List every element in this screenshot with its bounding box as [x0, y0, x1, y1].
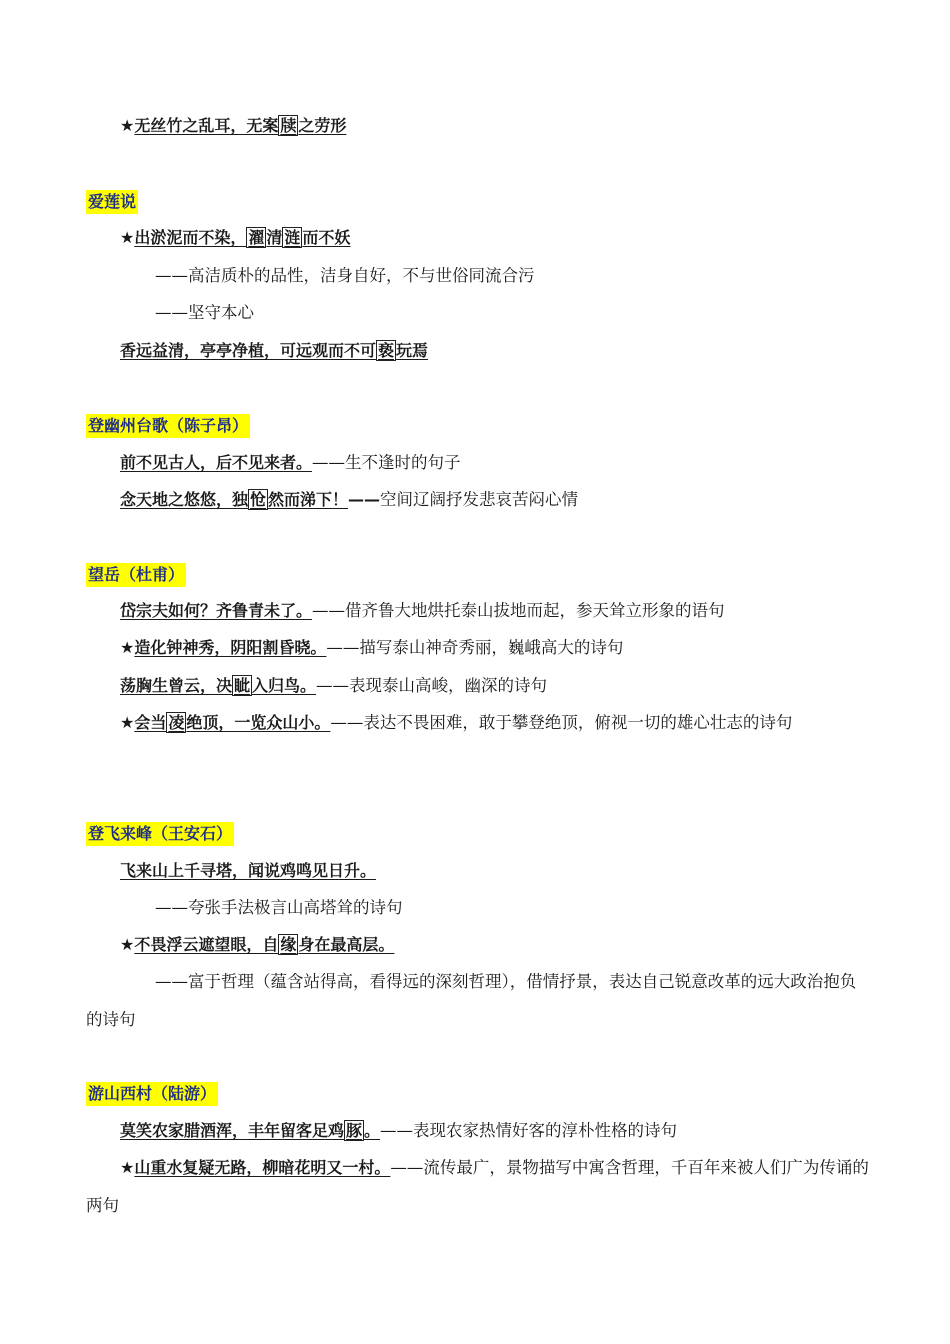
annotation: ——坚守本心: [155, 303, 254, 322]
poem-line: 香远益清，亭亭净植，可远观而不可 亵 玩焉: [120, 341, 429, 360]
poem-line: ★不畏浮云遮望眼，自 缘 身在最高层。: [120, 935, 395, 954]
section-title: 登幽州台歌（陈子昂）: [86, 414, 250, 438]
poem-line: 前不见古人，后不见来者。——生不逢时的句子: [120, 453, 461, 472]
poem-line: 飞来山上千寻塔，闻说鸡鸣见日升。: [120, 861, 377, 880]
highlighted-char: 亵: [378, 341, 395, 360]
section-title: 望岳（杜甫）: [86, 563, 186, 587]
highlighted-char: 豚: [346, 1121, 363, 1140]
highlighted-char: 缘: [280, 935, 297, 954]
section-title: 游山西村（陆游）: [86, 1082, 218, 1106]
poem-line: ★无丝竹之乱耳，无案 牍 之劳形: [120, 116, 347, 135]
poem-line: 念天地之悠悠，独 怆 然而涕下！——空间辽阔抒发悲哀苦闷心情: [120, 490, 579, 509]
poem-line: ★造化钟神秀，阴阳割昏晓。——描写泰山神奇秀丽，巍峨高大的诗句: [120, 638, 624, 657]
annotation: ——富于哲理（蕴含站得高，看得远的深刻哲理），借情抒景，表达自己锐意改革的远大政治抱负的诗句: [86, 972, 857, 1029]
annotation: ——夸张手法极言山高塔耸的诗句: [155, 898, 403, 917]
poem-line: ★山重水复疑无路，柳暗花明又一村。——流传最广，景物描写中寓含哲理，千百年来被人们广为传诵的两句: [86, 1158, 869, 1215]
poem-line: ★出淤泥而不染， 濯 清 涟 而不妖: [120, 228, 351, 247]
poem-line: 荡胸生曾云，决 眦 入归鸟。——表现泰山高峻，幽深的诗句: [120, 676, 548, 695]
highlighted-char: 眦: [234, 676, 251, 695]
highlighted-char: 凌: [168, 713, 185, 732]
poem-line: 莫笑农家腊酒浑，丰年留客足鸡 豚 。——表现农家热情好客的淳朴性格的诗句: [120, 1121, 678, 1140]
poem-line: ★会当 凌 绝顶，一览众山小。——表达不畏困难，敢于攀登绝顶，俯视一切的雄心壮志的诗句: [120, 713, 793, 732]
annotation: ——高洁质朴的品性，洁身自好，不与世俗同流合污: [155, 266, 535, 285]
section-title: 爱莲说: [86, 190, 138, 214]
poem-line: 岱宗夫如何？齐鲁青未了。——借齐鲁大地烘托泰山拔地而起，参天耸立形象的语句: [120, 601, 725, 620]
highlighted-char: 濯: [248, 228, 265, 247]
section-title: 登飞来峰（王安石）: [86, 822, 234, 846]
highlighted-char: 牍: [280, 116, 297, 135]
highlighted-char: 怆: [250, 490, 267, 509]
highlighted-char: 涟: [284, 228, 301, 247]
